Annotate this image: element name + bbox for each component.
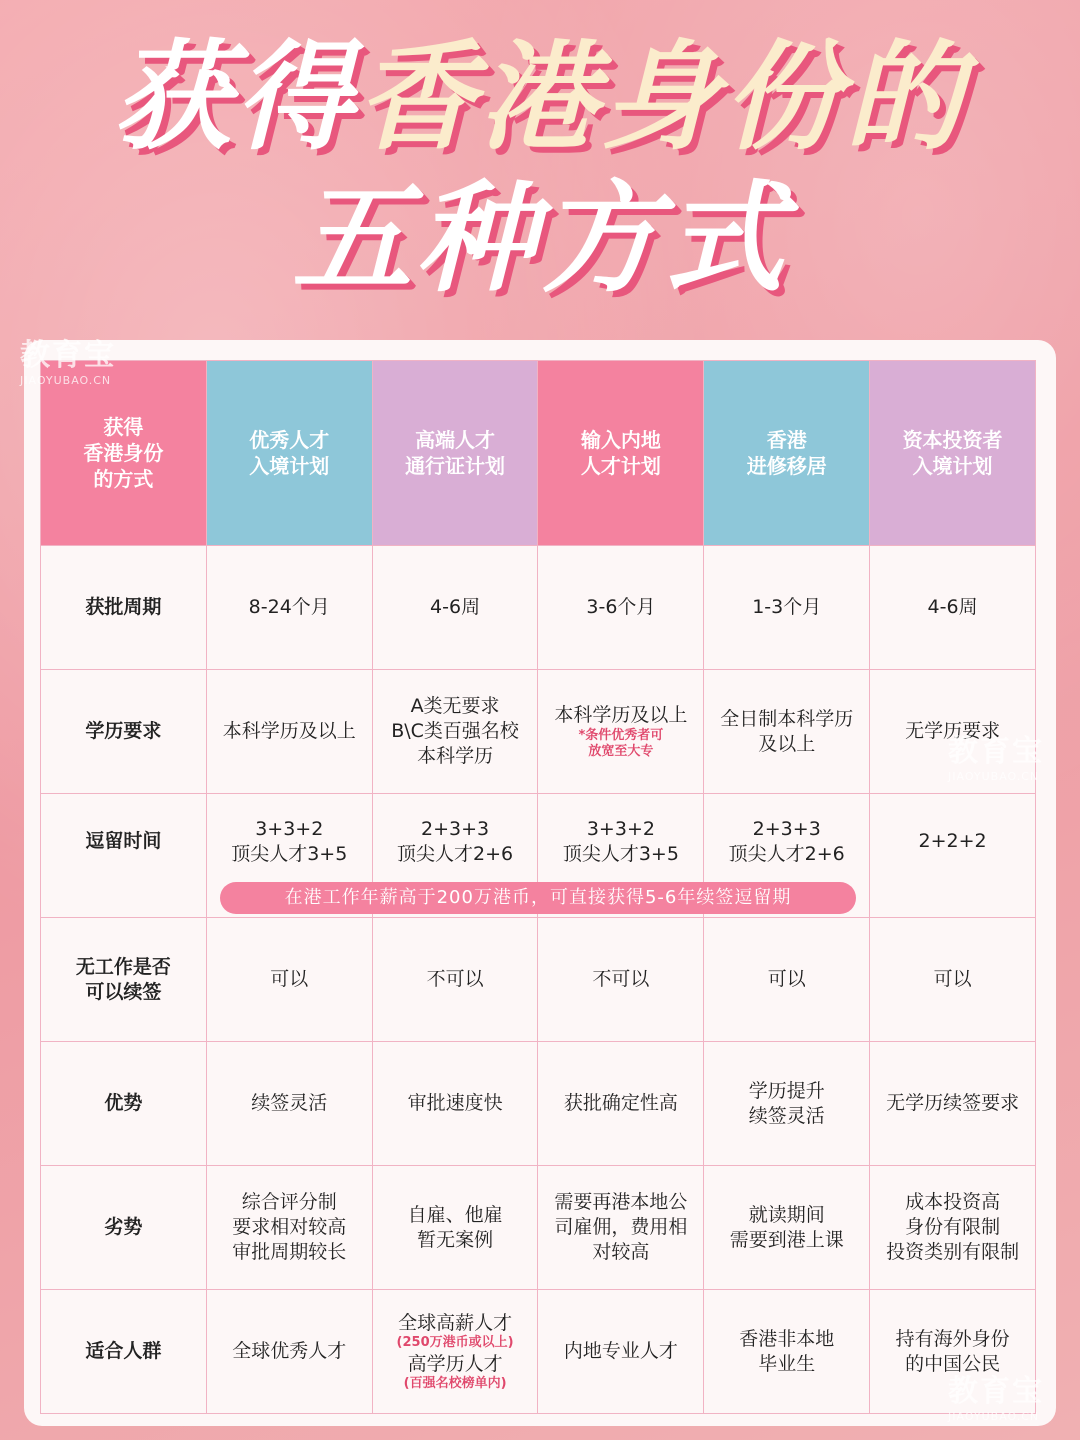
cell-note: *条件优秀者可 放宽至大专 bbox=[578, 727, 664, 759]
table-cell: 2+3+3 顶尖人才2+6 bbox=[704, 794, 870, 918]
corner-header bbox=[41, 361, 207, 546]
column-header-text: 优秀人才 入境计划 bbox=[249, 428, 330, 478]
cell-text: 高学历人才 bbox=[407, 1352, 503, 1375]
row-label: 无工作是否 可以续签 bbox=[41, 918, 207, 1042]
corner-header-text: 获得 香港身份 的方式 bbox=[83, 415, 164, 491]
page-title-line1 bbox=[0, 28, 1080, 166]
column-header bbox=[870, 361, 1036, 546]
table-cell: 续签灵活 bbox=[206, 1042, 372, 1166]
table-cell: 不可以 bbox=[538, 918, 704, 1042]
header-row bbox=[41, 361, 1036, 546]
table-cell: 成本投资高 身份有限制 投资类别有限制 bbox=[870, 1166, 1036, 1290]
column-header-text: 高端人才 通行证计划 bbox=[405, 428, 506, 478]
table-cell: 自雇、他雇 暂无案例 bbox=[372, 1166, 538, 1290]
table-row bbox=[41, 670, 1036, 794]
table-cell: 需要再港本地公 司雇佣，费用相 对较高 bbox=[538, 1166, 704, 1290]
table-row bbox=[41, 1042, 1036, 1166]
title-cream-part: 香港身份的 bbox=[357, 28, 968, 166]
table-cell: 可以 bbox=[206, 918, 372, 1042]
watermark-brand: 教育宝 bbox=[948, 1374, 1044, 1409]
watermark-site: JIAOYUBAO.CN bbox=[948, 770, 1040, 783]
title-line2-text: 五种方式 bbox=[292, 170, 788, 309]
table-cell: 8-24个月 bbox=[206, 546, 372, 670]
table-cell: 获批确定性高 bbox=[538, 1042, 704, 1166]
cell-note: (百强名校榜单内) bbox=[403, 1376, 507, 1392]
table-cell: 无学历要求 bbox=[870, 670, 1036, 794]
column-header-text: 香港 进修移居 bbox=[746, 428, 827, 478]
table-row bbox=[41, 1290, 1036, 1414]
table-row bbox=[41, 1166, 1036, 1290]
table-cell bbox=[372, 1290, 538, 1414]
table-cell: 4-6周 bbox=[372, 546, 538, 670]
table-cell: 本科学历及以上 bbox=[206, 670, 372, 794]
table-cell: 可以 bbox=[870, 918, 1036, 1042]
table-cell: 全球优秀人才 bbox=[206, 1290, 372, 1414]
table-cell: 内地专业人才 bbox=[538, 1290, 704, 1414]
table-cell: 3-6个月 bbox=[538, 546, 704, 670]
watermark-logo bbox=[948, 1366, 1044, 1423]
watermark-logo bbox=[948, 726, 1044, 783]
table-cell: 持有海外身份 的中国公民 bbox=[870, 1290, 1036, 1414]
watermark-site: JIAOYUBAO.CN bbox=[20, 374, 112, 387]
watermark-logo bbox=[20, 330, 116, 387]
title-white-part: 获得 bbox=[112, 28, 357, 166]
cell-text: 全球高薪人才 bbox=[398, 1311, 513, 1334]
table-cell: 全日制本科学历 及以上 bbox=[704, 670, 870, 794]
table-cell: 不可以 bbox=[372, 918, 538, 1042]
watermark-brand: 教育宝 bbox=[20, 338, 116, 373]
column-header bbox=[206, 361, 372, 546]
table-row bbox=[41, 918, 1036, 1042]
stay-period-banner: 在港工作年薪高于200万港币，可直接获得5-6年续签逗留期 bbox=[220, 882, 856, 914]
table-cell: 3+3+2 顶尖人才3+5 bbox=[538, 794, 704, 918]
column-header bbox=[538, 361, 704, 546]
watermark-brand: 教育宝 bbox=[948, 734, 1044, 769]
column-header bbox=[372, 361, 538, 546]
table-cell: 1-3个月 bbox=[704, 546, 870, 670]
column-header bbox=[704, 361, 870, 546]
table-cell: 学历提升 续签灵活 bbox=[704, 1042, 870, 1166]
cell-note: (250万港币或以上) bbox=[396, 1335, 514, 1351]
row-label: 获批周期 bbox=[41, 546, 207, 670]
table-cell: 香港非本地 毕业生 bbox=[704, 1290, 870, 1414]
table-cell: 2+2+2 bbox=[870, 794, 1036, 918]
table-cell: 审批速度快 bbox=[372, 1042, 538, 1166]
table-cell bbox=[538, 670, 704, 794]
row-label: 优势 bbox=[41, 1042, 207, 1166]
table-cell: 3+3+2 顶尖人才3+5 bbox=[206, 794, 372, 918]
table-cell: 可以 bbox=[704, 918, 870, 1042]
row-label: 学历要求 bbox=[41, 670, 207, 794]
table-cell: A类无要求 B\C类百强名校 本科学历 bbox=[372, 670, 538, 794]
watermark-site: JIAOYUBAO.CN bbox=[948, 1410, 1040, 1423]
table-cell: 就读期间 需要到港上课 bbox=[704, 1166, 870, 1290]
cell-text: 本科学历及以上 bbox=[554, 703, 688, 726]
row-label: 劣势 bbox=[41, 1166, 207, 1290]
table-row bbox=[41, 546, 1036, 670]
table-cell: 2+3+3 顶尖人才2+6 bbox=[372, 794, 538, 918]
table-cell: 无学历续签要求 bbox=[870, 1042, 1036, 1166]
table-cell: 综合评分制 要求相对较高 审批周期较长 bbox=[206, 1166, 372, 1290]
table-cell: 4-6周 bbox=[870, 546, 1036, 670]
column-header-text: 输入内地 人才计划 bbox=[580, 428, 661, 478]
column-header-text: 资本投资者 入境计划 bbox=[902, 428, 1003, 478]
row-label: 逗留时间 bbox=[41, 794, 207, 918]
row-label: 适合人群 bbox=[41, 1290, 207, 1414]
page-title-line2 bbox=[0, 170, 1080, 309]
